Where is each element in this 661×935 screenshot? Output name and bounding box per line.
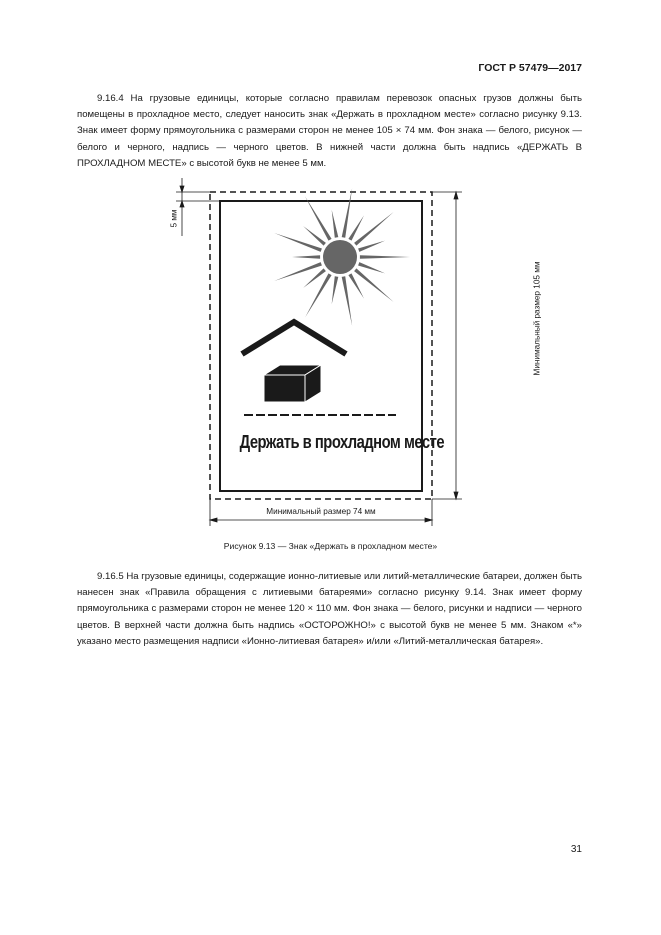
- sun-ray: [358, 262, 385, 273]
- sun-ray: [332, 276, 339, 304]
- dimension-height-label: Минимальный размер 105 мм: [532, 261, 542, 376]
- figure-keep-cool-sign: [169, 170, 542, 530]
- sun-icon: [274, 188, 410, 326]
- sun-ray: [348, 215, 364, 240]
- sun-ray: [360, 255, 410, 259]
- dimension-height: [432, 192, 462, 499]
- sun-ray: [292, 255, 320, 259]
- sun-ray: [348, 273, 364, 298]
- figure-caption: Рисунок 9.13 — Знак «Держать в прохладном месте»: [223, 541, 438, 551]
- sun-ray: [354, 268, 394, 302]
- paragraph-9-16-4: 9.16.4 На грузовые единицы, которые согласно правилам перевозок опасных грузов должны быть помещены в прохладное место, следует наносить знак «Держать в прохладном месте» согласно рисунку 9.13. Знак имеет форму прямоугольника с размерами сторон не менее 105 × 74 мм. Фон знака — белого, рисунок — белого и черного, надпись — черного цветов. В нижней части должна быть надпись «ДЕРЖАТЬ В ПРОХЛАДНОМ МЕСТЕ» с высотой букв не менее 5 мм.: [77, 93, 582, 169]
- dimension-width-label: Минимальный размер 74 мм: [266, 507, 376, 516]
- paragraph-9-16-5: 9.16.5 На грузовые единицы, содержащие ионно-литиевые или литий-металлические батареи, должен быть нанесен знак «Правила обращения с литиевыми батареями» согласно рисунку 9.14. Знак имеет форму прямоугольника с размерами сторон не менее 120 × 110 мм. Фон знака — белого, рисунки и надписи — черного цветов. В верхней части должна быть надпись «ОСТОРОЖНО!» с высотой букв не менее 5 мм. Знаком «*» указано место размещения надписи «Ионно-литиевая батарея» и/или «Литий-металлическая батарея».: [77, 571, 582, 647]
- document-code: ГОСТ Р 57479—2017: [478, 62, 582, 74]
- dimension-margin-label: 5 мм: [169, 209, 179, 228]
- sun-ray: [358, 241, 385, 252]
- figure-drawing: [170, 170, 470, 530]
- dimension-margin-5mm: [176, 178, 220, 236]
- box-icon: [264, 365, 321, 402]
- sun-ray: [354, 212, 394, 246]
- sun-ray: [305, 273, 332, 317]
- roof-icon: [242, 322, 346, 354]
- sun-ray: [342, 276, 352, 326]
- page-number: 31: [570, 844, 582, 855]
- sun-ray: [332, 210, 339, 238]
- sign-label: Держать в прохладном месте: [239, 432, 445, 452]
- sun-ray: [342, 188, 352, 238]
- sun-ray: [305, 196, 332, 240]
